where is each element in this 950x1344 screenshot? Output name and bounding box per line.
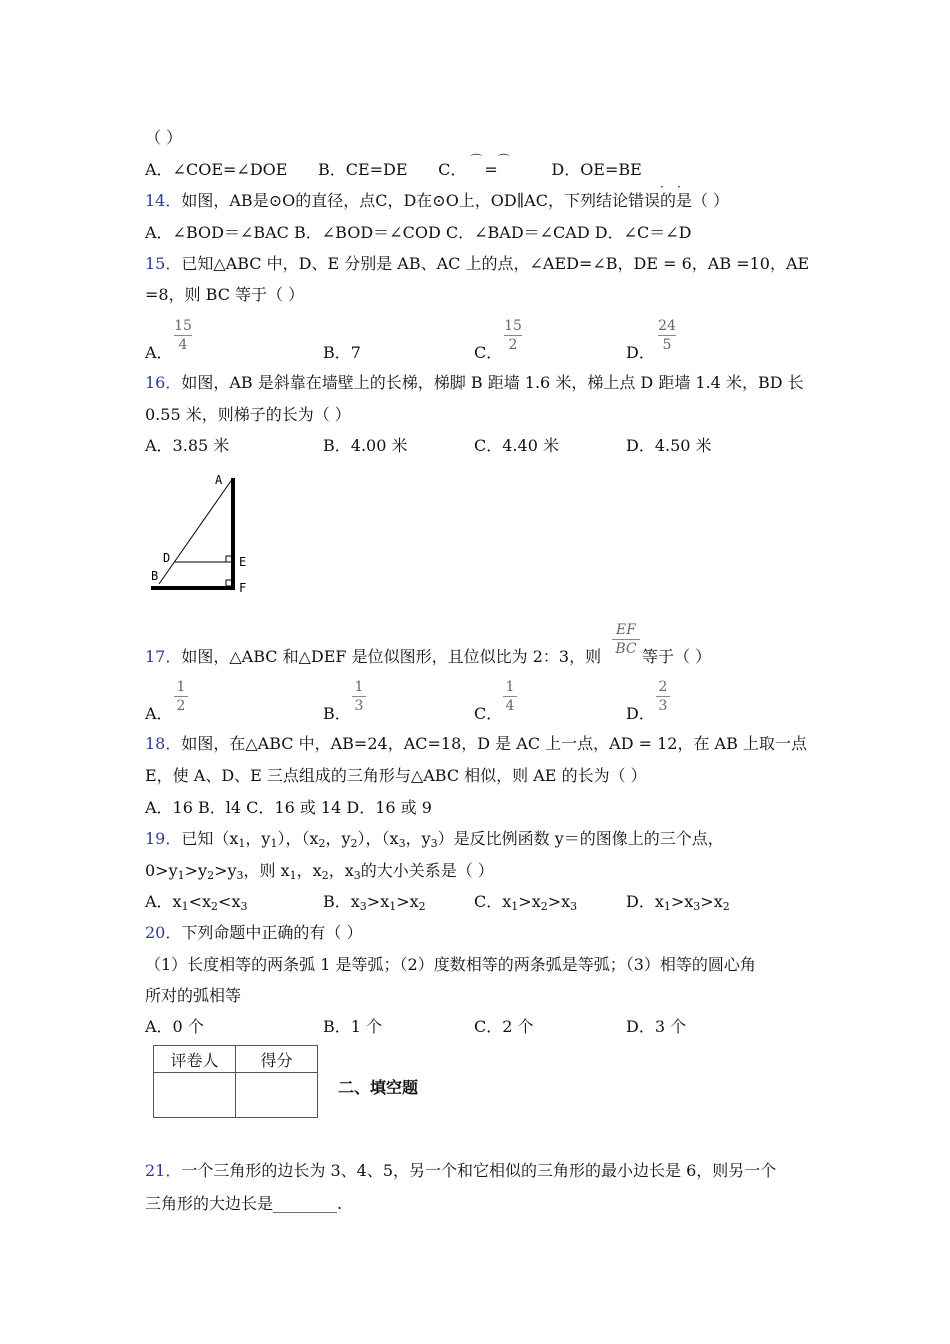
- q17-option-b-label: B．: [323, 704, 351, 723]
- q17-ef-bc-fraction: [612, 622, 640, 657]
- q16-number: 16．: [145, 373, 182, 392]
- q14-stem: [145, 190, 729, 212]
- q15-option-d-label: D．: [626, 343, 655, 362]
- q15-option-d-fraction: [658, 318, 676, 353]
- q16-option-b: B．4.00 米: [323, 436, 408, 455]
- q19-option-c: C．$x_1>x_2>x_3$: [474, 892, 578, 913]
- subscript: 2: [350, 837, 358, 850]
- arc-icon: ⌒: [470, 153, 483, 167]
- subscript: 2: [318, 837, 326, 850]
- q19-text: 的大小关系是（ ）: [360, 861, 494, 880]
- q19-text: ），（x: [277, 829, 319, 848]
- emphasis-dot-icon: ·: [660, 180, 664, 194]
- q20-number: 20．: [145, 923, 182, 942]
- q20-option-d: D．3 个: [626, 1017, 687, 1036]
- fraction-numerator: 1: [354, 679, 364, 695]
- q17-option-b-fraction: [352, 679, 366, 714]
- subscript: 1: [177, 869, 185, 882]
- q18-stem-line2: E，使 A、D、E 三点组成的三角形与△ABC 相似，则 AE 的长为（ ）: [145, 766, 647, 785]
- label-d: D: [163, 551, 171, 565]
- q18-number: 18．: [145, 734, 182, 753]
- score-table-score-header: 得分: [236, 1046, 318, 1073]
- q15-option-c-fraction: [504, 318, 522, 353]
- q21-text: 一个三角形的边长为 3、4、5，另一个和它相似的三角形的最小边长是 6，则另一个: [181, 1161, 777, 1180]
- q19-text: ，x: [328, 861, 354, 880]
- fraction-denominator: BC: [615, 641, 637, 657]
- q19-text: ），（x: [357, 829, 399, 848]
- q13-option-d: D．OE=BE: [551, 160, 642, 179]
- q15-number: 15．: [145, 254, 182, 273]
- q19-text: ，y: [325, 829, 351, 848]
- q17-text: 如图，△ABC 和△DEF 是位似图形，且位似比为 2：3，则: [181, 647, 602, 666]
- q17-text-after: 等于（ ）: [642, 647, 712, 666]
- q13-option-c: C．: [438, 160, 467, 179]
- q17-option-a-label: A．: [145, 704, 173, 723]
- q18-options: A．16 B．l4 C．16 或 14 D．16 或 9: [145, 798, 432, 817]
- q20-line2: 所对的弧相等: [145, 986, 242, 1005]
- q16-option-c: C．4.40 米: [474, 436, 559, 455]
- fraction-numerator: 2: [658, 679, 668, 695]
- label-a: A: [215, 473, 223, 487]
- q19-text: >y: [184, 861, 208, 880]
- q20-text: 下列命题中正确的有（ ）: [181, 923, 363, 942]
- q15-option-a-label: A．: [145, 343, 173, 362]
- q17-option-d-fraction: [656, 679, 670, 714]
- q19-number: 19．: [145, 829, 182, 848]
- subscript: 1: [238, 837, 246, 850]
- score-table: [153, 1045, 318, 1118]
- q19-text: >y: [214, 861, 237, 880]
- q17-option-c-fraction: [503, 679, 517, 714]
- arc-icon: ⌒: [497, 153, 510, 167]
- q13-option-b: B．CE=DE: [317, 160, 408, 179]
- subscript: 3: [398, 837, 406, 850]
- q19-option-b: B．$x_3>x_1>x_2$: [323, 892, 426, 913]
- q20-line1: （1）长度相等的两条弧 1 是等弧；（2）度数相等的两条弧是等弧；（3）相等的圆心角: [145, 955, 756, 974]
- q13-option-c-eq: =: [484, 160, 498, 179]
- fraction-denominator: 2: [508, 337, 518, 353]
- q20-option-c: C．2 个: [474, 1017, 534, 1036]
- subscript: 3: [236, 869, 244, 882]
- subscript: 3: [430, 837, 438, 850]
- q14-options: A．∠BOD＝∠BAC B．∠BOD＝∠COD C．∠BAD＝∠CAD D．∠C＝∠D: [145, 223, 692, 242]
- q13-paren: （ ）: [145, 128, 183, 147]
- fraction-numerator: 15: [504, 318, 522, 334]
- q14-number: 14．: [145, 191, 182, 210]
- q15-text: 已知△ABC 中，D、E 分别是 AB、AC 上的点，∠AED=∠B，DE = 6，AB =10，AE: [181, 254, 810, 273]
- subscript: 3: [353, 869, 361, 882]
- q19-text: ，y: [405, 829, 431, 848]
- q15-stem-line2: =8，则 BC 等于（ ）: [145, 285, 305, 304]
- fraction-numerator: 24: [658, 318, 676, 334]
- subscript: 1: [270, 837, 278, 850]
- q13-option-a: A．∠COE=∠DOE: [145, 160, 288, 179]
- fraction-numerator: EF: [616, 622, 636, 638]
- q16-text: 如图，AB 是斜靠在墙壁上的长梯，梯脚 B 距墙 1.6 米，梯上点 D 距墙 1.4 米，BD 长: [181, 373, 804, 392]
- fraction-denominator: 4: [505, 698, 515, 714]
- q17-option-c-label: C．: [474, 704, 503, 723]
- q17-stem: [145, 646, 601, 668]
- q19-text: ）是反比例函数 y＝的图像上的三个点，: [437, 829, 724, 848]
- fraction-numerator: 1: [505, 679, 515, 695]
- q16-option-a: A．3.85 米: [145, 436, 230, 455]
- q20-stem: [145, 922, 362, 944]
- label-e: E: [239, 555, 247, 569]
- q17-number: 17．: [145, 647, 182, 666]
- fraction-denominator: 3: [658, 698, 668, 714]
- q18-text: 如图，在△ABC 中，AB=24，AC=18，D 是 AC 上一点，AD = 12，在 AB 上取一点: [181, 734, 807, 753]
- q15-option-b: B．7: [323, 343, 361, 362]
- q19-option-d: D．$x_1>x_3>x_2$: [626, 892, 730, 913]
- q19-text: 已知（x: [181, 829, 239, 848]
- q16-stem-line1: [145, 372, 804, 394]
- q21-stem-line2: 三角形的大边长是________.: [145, 1194, 343, 1213]
- subscript: 2: [207, 869, 215, 882]
- subscript: 2: [321, 869, 329, 882]
- q20-option-b: B．1 个: [323, 1017, 383, 1036]
- subscript: 1: [289, 869, 297, 882]
- fraction-denominator: 2: [176, 698, 186, 714]
- q20-option-a: A．0 个: [145, 1017, 204, 1036]
- fraction-numerator: 1: [176, 679, 186, 695]
- q17-option-a-fraction: [174, 679, 188, 714]
- score-table-grader-header: 评卷人: [154, 1046, 236, 1073]
- fraction-denominator: 3: [354, 698, 364, 714]
- fraction-denominator: 5: [662, 337, 672, 353]
- emphasis-dot-icon: ·: [677, 180, 681, 194]
- q16-stem-line2: 0.55 米，则梯子的长为（ ）: [145, 405, 351, 424]
- q16-option-d: D．4.50 米: [626, 436, 712, 455]
- q21-stem-line1: [145, 1160, 776, 1182]
- section-heading-fill-blank: 二、填空题: [338, 1078, 419, 1097]
- q15-stem-line1: [145, 253, 809, 275]
- q14-text: 如图，AB是⊙O的直径，点C，D在⊙O上，OD∥AC，下列结论错误的是（ ）: [181, 191, 730, 210]
- q15-option-a-fraction: [174, 318, 192, 353]
- q19-text: 0>y: [145, 861, 178, 880]
- score-table-grader-cell: [154, 1073, 236, 1118]
- q17-option-d-label: D．: [626, 704, 655, 723]
- q19-stem-line2: [145, 860, 494, 887]
- q19-text: ，则 x: [243, 861, 290, 880]
- q13-options: [145, 153, 642, 181]
- q19-stem-line1: [145, 828, 724, 855]
- label-b: B: [151, 569, 159, 583]
- q15-option-c-label: C．: [474, 343, 503, 362]
- q19-text: ，y: [245, 829, 271, 848]
- q19-option-a: A．$x_1<x_2<x_3$: [145, 892, 248, 913]
- q21-number: 21．: [145, 1161, 182, 1180]
- label-f: F: [239, 581, 247, 595]
- fraction-denominator: 4: [178, 337, 188, 353]
- fraction-numerator: 15: [174, 318, 192, 334]
- ladder-figure: [145, 468, 265, 598]
- q19-text: ，x: [296, 861, 322, 880]
- score-table-score-cell: [236, 1073, 318, 1118]
- ladder-line: [159, 478, 233, 584]
- q18-stem-line1: [145, 733, 807, 755]
